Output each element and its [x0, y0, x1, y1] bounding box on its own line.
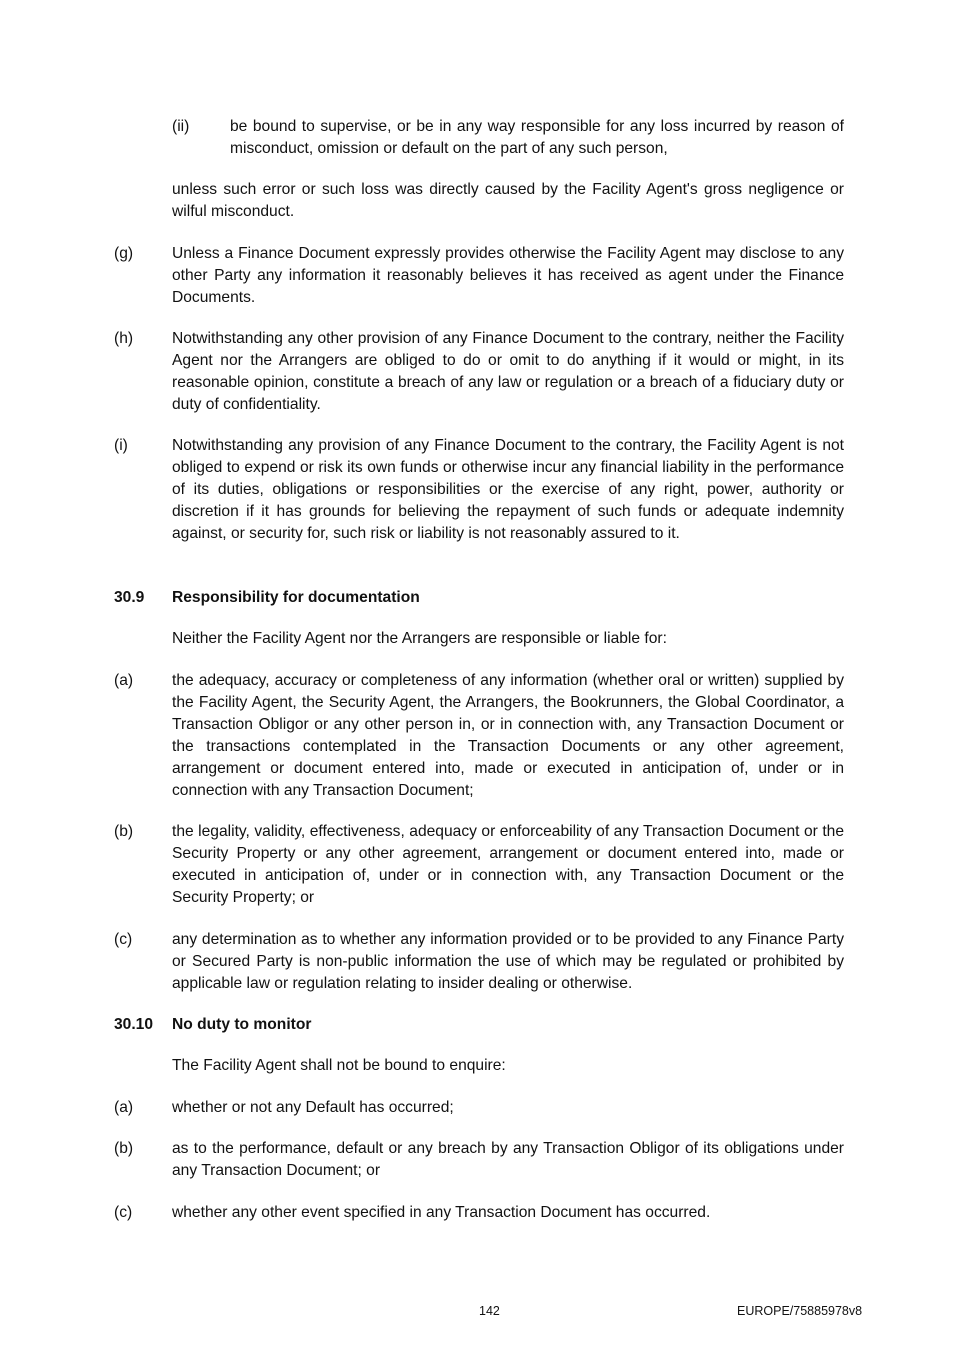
clause-text: any determination as to whether any information provided or to be provided to any Finance Party or Secured Party is non-public information the use of which may be regulated or prohibited by applicable law or regulation relating to insider dealing or otherwise.: [172, 931, 844, 992]
clause-label: (a): [114, 672, 134, 689]
continuation-paragraph: unless such error or such loss was directly caused by the Facility Agent's gross negligence or wilful misconduct.: [172, 181, 844, 220]
clause-label: (h): [114, 330, 134, 347]
section-intro: The Facility Agent shall not be bound to enquire:: [172, 1057, 506, 1074]
clause-text: Notwithstanding any other provision of any Finance Document to the contrary, neither the Facility Agent nor the Arrangers are obliged to do or omit to do anything if it would or might, in its reasonable opinion, constitute a breach of any law or regulation or a breach of a fiduciary duty or duty of confidentiality.: [172, 330, 844, 413]
clause-label: (c): [114, 1204, 133, 1221]
clause-label: (a): [114, 1099, 134, 1116]
clause-label: (c): [114, 931, 133, 948]
clause-text: whether or not any Default has occurred;: [172, 1099, 454, 1116]
section-intro: Neither the Facility Agent nor the Arrangers are responsible or liable for:: [172, 630, 667, 647]
clause-label: (b): [114, 823, 134, 840]
clause-label: (i): [114, 437, 128, 454]
section-number: 30.9: [114, 589, 145, 606]
sub-item-label: (ii): [172, 118, 190, 135]
document-reference: EUROPE/75885978v8: [737, 1304, 863, 1318]
section-title: No duty to monitor: [172, 1016, 312, 1033]
clause-label: (g): [114, 245, 134, 262]
clause-text: the legality, validity, effectiveness, adequacy or enforceability of any Transaction Document or the Security Property or any other agreement, arrangement or document entered into, made or executed in anticipation of, under or in connection with, any Transaction Document or the Security Property; or: [172, 823, 844, 906]
clause-label: (b): [114, 1140, 134, 1157]
clause-text: Unless a Finance Document expressly provides otherwise the Facility Agent may disclose to any other Party any information it reasonably believes it has received as agent under the Finance Documents.: [172, 245, 844, 306]
clause-text: the adequacy, accuracy or completeness of any information (whether oral or written) supplied by the Facility Agent, the Security Agent, the Arrangers, the Bookrunners, the Global Coordinator, a Transaction Obligor or any other person in, or in connection with, any Transaction Document or the transactions contemplated in the Transaction Documents or any other agreement, arrangement or document entered into, made or executed in anticipation of, under or in connection with any Transaction Document;: [172, 672, 844, 799]
sub-item-text: be bound to supervise, or be in any way responsible for any loss incurred by reason of misconduct, omission or default on the part of any such person,: [230, 118, 844, 157]
section-title: Responsibility for documentation: [172, 589, 420, 606]
section-number: 30.10: [114, 1016, 154, 1033]
page-number: 142: [479, 1304, 500, 1318]
clause-text: Notwithstanding any provision of any Finance Document to the contrary, the Facility Agent is not obliged to expend or risk its own funds or otherwise incur any financial liability in the performance of its duties, obligations or responsibilities or the exercise of any right, power, authority or discretion if it has grounds for believing the repayment of such funds or adequate indemnity against, or security for, such risk or liability is not reasonably assured to it.: [172, 437, 844, 542]
clause-text: as to the performance, default or any breach by any Transaction Obligor of its obligations under any Transaction Document; or: [172, 1140, 844, 1179]
clause-text: whether any other event specified in any Transaction Document has occurred.: [172, 1204, 711, 1221]
